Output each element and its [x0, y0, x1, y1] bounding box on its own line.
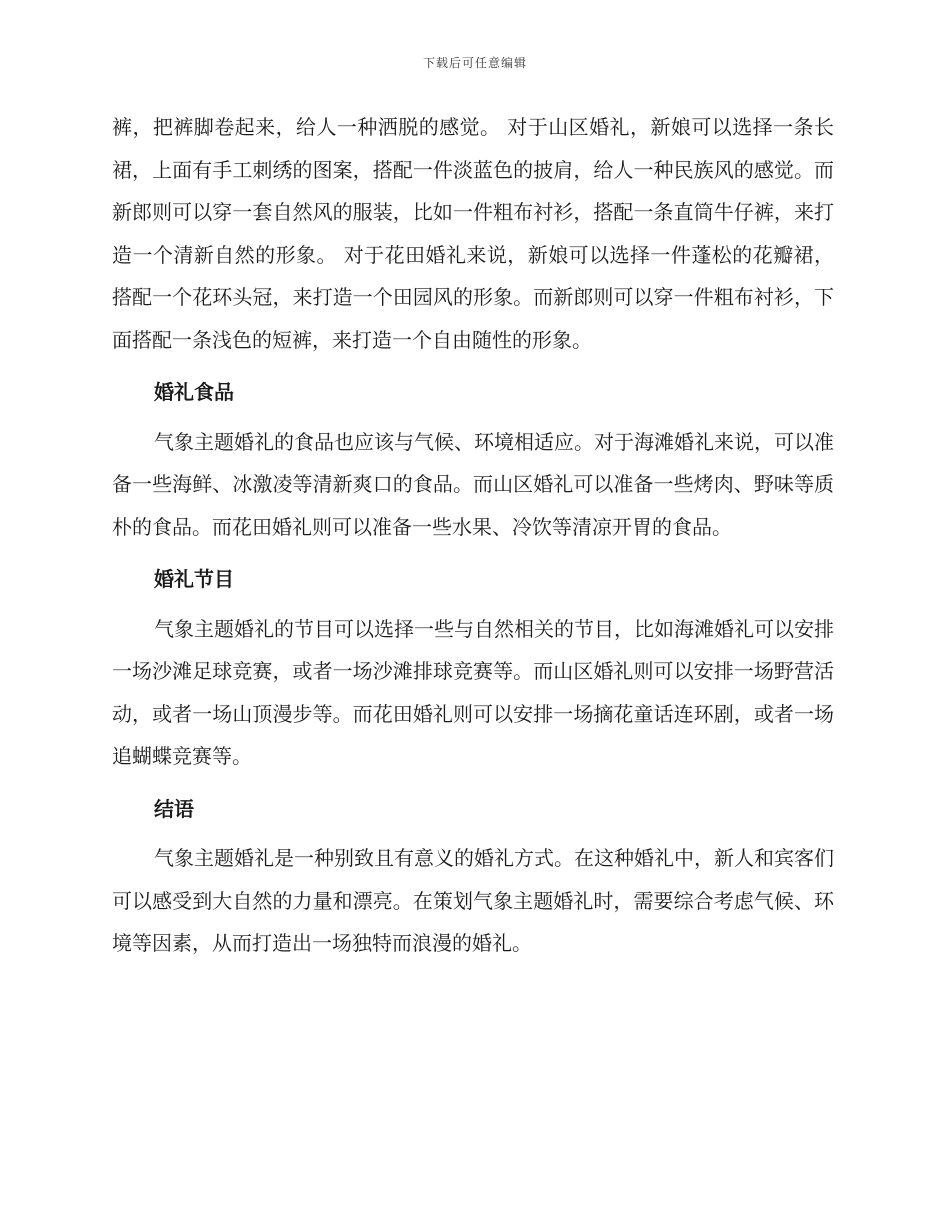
- conclusion-heading: 结语: [154, 796, 194, 821]
- document-body: [112, 106, 834, 965]
- food-heading: 婚礼食品: [154, 380, 234, 404]
- food-paragraph: 气象主题婚礼的食品也应该与气候、环境相适应。对于海滩婚礼来说，可以准备一些海鲜、冰激凌等清新爽口的食品。而山区婚礼可以准备一些烤肉、野味等质朴的食品。而花田婚礼则可以准备一些水果、冷饮等清凉开胃的食品。: [112, 429, 834, 539]
- program-paragraph: 气象主题婚礼的节目可以选择一些与自然相关的节目，比如海滩婚礼可以安排一场沙滩足球竞赛，或者一场沙滩排球竞赛等。而山区婚礼则可以安排一场野营活动，或者一场山顶漫步等。而花田婚礼则可以安排一场摘花童话连环剧，或者一场追蝴蝶竞赛等。: [112, 616, 834, 768]
- page-header: 下载后可任意编辑: [422, 56, 527, 70]
- intro-paragraph: 裤，把裤脚卷起来，给人一种洒脱的感觉。 对于山区婚礼，新娘可以选择一条长裙，上面有手工刺绣的图案，搭配一件淡蓝色的披肩，给人一种民族风的感觉。而新郎则可以穿一套自然风的服装，比如一件粗布衬衫，搭配一条直筒牛仔裤，来打造一个清新自然的形象。 对于花田婚礼来说，新娘可以选择一件蓬松的花瓣裙，搭配一个花环头冠，来打造一个田园风的形象。而新郎则可以穿一件粗布衬衫，下面搭配一条浅色的短裤，来打造一个自由随性的形象。: [112, 115, 834, 352]
- program-heading: 婚礼节目: [154, 567, 234, 591]
- conclusion-paragraph: 气象主题婚礼是一种别致且有意义的婚礼方式。在这种婚礼中，新人和宾客们可以感受到大自然的力量和漂亮。在策划气象主题婚礼时，需要综合考虑气候、环境等因素，从而打造出一场独特而浪漫的婚礼。: [112, 846, 834, 955]
